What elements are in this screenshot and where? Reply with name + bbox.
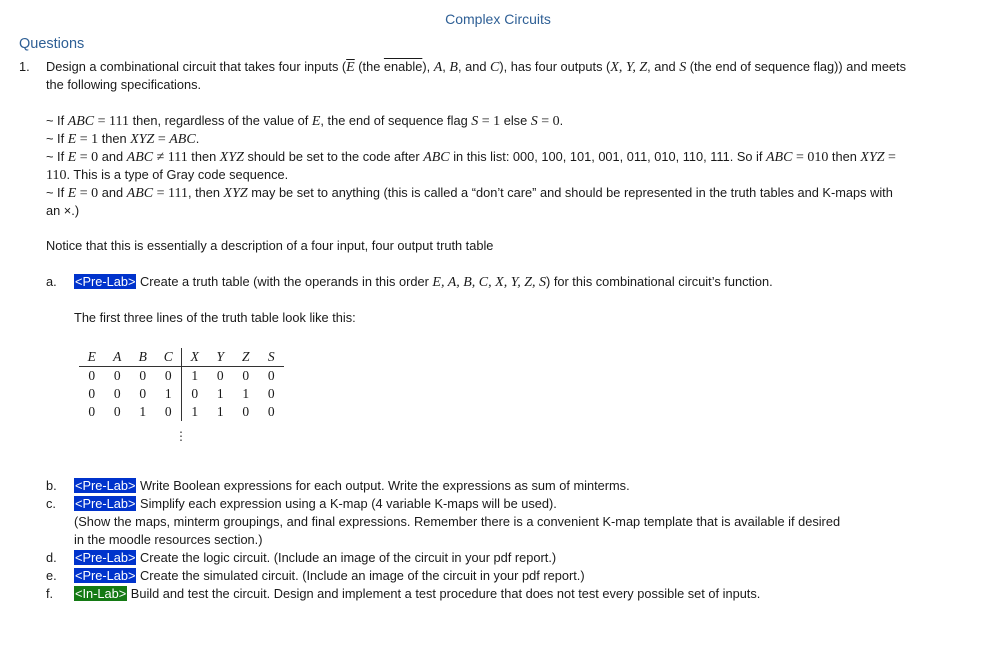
spec-1: ~ If ABC = 111 then, regardless of the value of E, the end of sequence flag S = 1 else S = 0. [46,113,564,129]
e-bar: $\overline{E}$ [346,60,355,75]
page-title: Complex Circuits [445,11,551,27]
table-cell: 0 [182,385,208,403]
header-s: S [259,348,285,367]
header-z: Z [233,348,259,367]
pre-lab-tag: <Pre-Lab> [75,568,136,583]
table-cell: 0 [242,404,250,419]
header-x: X [182,348,208,367]
first-lines-text: The first three lines of the truth table look like this: [74,310,356,325]
part-c-note-line-2: in the moodle resources section.) [74,532,263,547]
table-row [79,367,284,386]
part-f-label: f. [46,586,54,601]
part-d-label: d. [46,550,57,565]
part-a-label: a. [46,274,57,289]
table-cell: 1 [139,404,147,419]
table-cell: 0 [267,368,275,383]
part-b-text: <Pre-Lab> Write Boolean expressions for each output. Write the expressions as sum of minterms. [75,478,630,493]
part-f-text: <In-Lab> Build and test the circuit. Design and implement a test procedure that does not test every possible set of inputs. [75,586,761,601]
table-cell: 0 [242,368,250,383]
table-cell: 1 [182,367,208,386]
table-cell: 1 [216,386,224,401]
part-c-text: <Pre-Lab> Simplify each expression using a K-map (4 variable K-maps will be used). [75,496,557,511]
part-b-label: b. [46,478,57,493]
table-cell: 0 [139,386,147,401]
table-row [79,403,284,421]
pre-lab-tag: <Pre-Lab> [75,496,136,511]
table-cell: 0 [113,368,121,383]
section-heading: Questions [19,36,85,52]
truth-table [79,348,284,421]
table-cell: 0 [113,404,121,419]
header-e: E [79,348,105,367]
table-cell: 0 [88,386,96,401]
spec-3-line-2: 110. This is a type of Gray code sequence. [46,167,289,183]
notice-text: Notice that this is essentially a description of a four input, four output truth table [46,238,494,253]
table-cell: 0 [164,368,172,383]
header-b: B [130,348,156,367]
question-number: 1. [19,59,30,74]
part-e-label: e. [46,568,57,583]
table-continuation: ⋮ [175,429,187,443]
table-cell: 1 [182,403,208,421]
part-a-text: <Pre-Lab> Create a truth table (with the operands in this order E, A, B, C, X, Y, Z, S) for this combinational circuit’s function. [75,274,773,290]
part-e-text: <Pre-Lab> Create the simulated circuit. (Include an image of the circuit in your pdf report.) [75,568,585,583]
enable-overlined: enable [383,59,423,74]
header-y: Y [208,348,234,367]
table-cell: 1 [164,386,172,401]
in-lab-tag: <In-Lab> [75,586,127,601]
table-cell: 1 [242,386,250,401]
part-d-text: <Pre-Lab> Create the logic circuit. (Include an image of the circuit in your pdf report.) [75,550,557,565]
pre-lab-tag: <Pre-Lab> [75,550,136,565]
table-cell: 1 [216,404,224,419]
spec-4-line-1: ~ If E = 0 and ABC = 111, then XYZ may be set to anything (this is called a “don’t care” and should be represented in the truth tables and K-maps with [46,185,893,201]
table-cell: 0 [216,368,224,383]
part-c-label: c. [46,496,56,511]
table-cell: 0 [164,404,172,419]
part-c-note-line-1: (Show the maps, minterm groupings, and final expressions. Remember there is a convenient K-map template that is available if desired [74,514,841,529]
spec-2: ~ If E = 1 then XYZ = ABC. [46,131,200,147]
table-cell: 0 [267,386,275,401]
table-cell: 0 [113,386,121,401]
pre-lab-tag: <Pre-Lab> [75,478,136,493]
table-cell: 0 [267,404,275,419]
question-intro-line-1: Design a combinational circuit that takes four inputs ($\overline{E}$ (the enable), A, B, and C), has four outputs (X, Y, Z, and S (the end of sequence flag)) and meets [46,59,907,75]
table-cell: 0 [88,404,96,419]
question-intro-line-2: the following specifications. [46,77,202,92]
header-c: C [156,348,182,367]
table-row [79,385,284,403]
header-a: A [105,348,131,367]
spec-3-line-1: ~ If E = 0 and ABC ≠ 111 then XYZ should be set to the code after ABC in this list: 000, 100, 101, 001, 011, 010, 110, 111. So if ABC = 010 then XYZ = [46,149,896,165]
spec-4-line-2: an ×.) [46,203,80,218]
table-cell: 0 [139,368,147,383]
truth-table-header [79,348,284,367]
table-cell: 0 [88,368,96,383]
pre-lab-tag: <Pre-Lab> [75,274,136,289]
